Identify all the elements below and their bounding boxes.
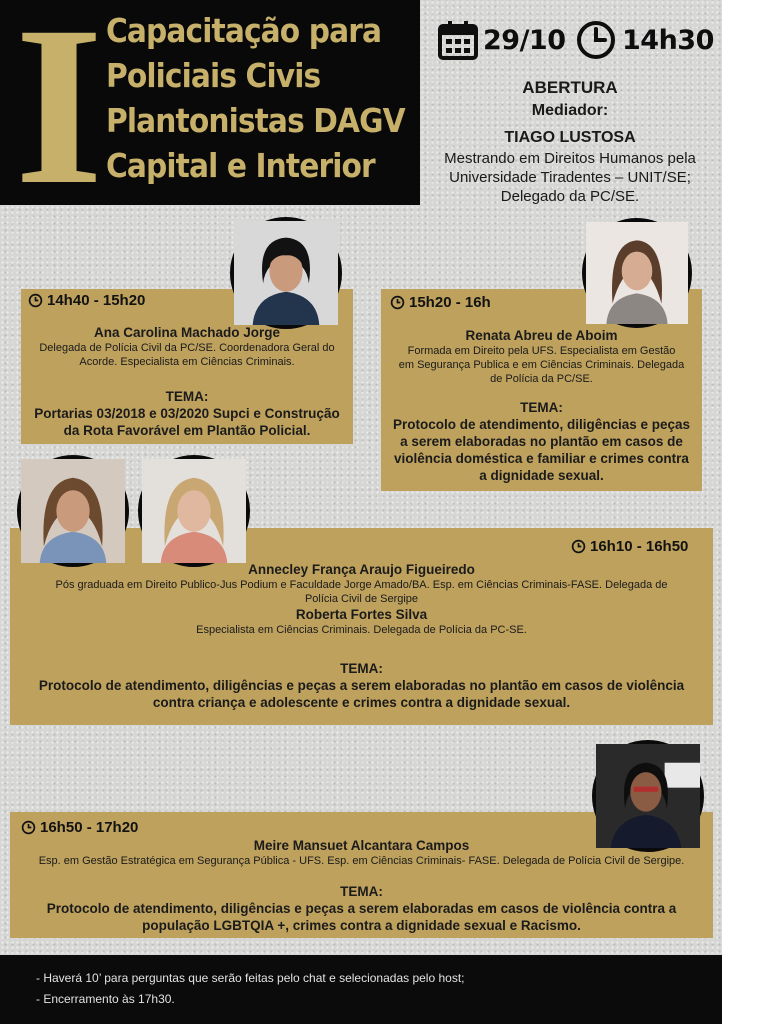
event-title [106, 8, 438, 188]
speaker-name: Meire Mansuet Alcantara Campos [253, 838, 470, 853]
speaker-photo [138, 455, 250, 567]
session-time: 14h40 - 15h20 [28, 292, 145, 309]
tema-line: violência doméstica e familiar e crimes contra [394, 451, 689, 466]
title-line-3: Plantonistas DAGV [106, 101, 405, 140]
opening-label: ABERTURA [522, 78, 618, 97]
title-line-1: Capacitação para [106, 11, 382, 50]
speaker-bio-2: Especialista em Ciências Criminais. Delegada de Polícia da PC-SE. [196, 624, 527, 636]
tema-label: TEMA: [165, 389, 209, 404]
speaker-bio-line: em Segurança Publica e em Ciências Criminais. Delegada [398, 359, 685, 371]
tema-line: Portarias 03/2018 e 03/2020 Supci e Construção [34, 406, 340, 421]
svg-text:I: I [14, 0, 104, 232]
opening-section [425, 78, 715, 206]
tema-label: TEMA: [340, 884, 383, 899]
tema-line: contra criança e adolescente e crimes contra a dignidade sexual. [152, 695, 571, 710]
clock-icon [28, 293, 43, 308]
speaker-bio-line: Acorde. Especialista em Ciências Criminais. [79, 356, 295, 368]
tema-label: TEMA: [520, 400, 563, 415]
mediator-bio-line: Delegado da PC/SE. [500, 188, 640, 205]
title-line-2: Policiais Civis [106, 56, 321, 95]
mediator-bio-line: Universidade Tiradentes – UNIT/SE; [449, 169, 691, 186]
speaker-name-2: Roberta Fortes Silva [295, 607, 428, 622]
date-text: 29/10 [483, 24, 566, 56]
roman-numeral [14, 0, 104, 232]
calendar-icon [437, 19, 479, 61]
time-text: 14h30 [622, 24, 714, 56]
speaker-name: Renata Abreu de Aboim [465, 328, 618, 343]
speaker-bio-line: de Polícia da PC/SE. [490, 373, 593, 385]
title-block [0, 0, 420, 232]
speaker-bio-line: Esp. em Gestão Estratégica em Segurança Pública - UFS. Esp. em Ciências Criminais- FASE. Delegada de Polícia Civil de Sergipe. [38, 855, 685, 867]
clock-icon [571, 539, 586, 554]
session-time: 16h50 - 17h20 [21, 819, 138, 836]
session-time: 15h20 - 16h [390, 294, 491, 311]
session-time: 16h10 - 16h50 [571, 538, 688, 555]
speaker-name: Annecley França Araujo Figueiredo [248, 562, 475, 577]
tema-line: população LGBTQIA +, crimes contra a dignidade sexual e Racismo. [142, 918, 581, 933]
tema-line: a dignidade sexual. [479, 468, 604, 483]
tema-line: Protocolo de atendimento, diligências e peças a serem elaboradas em casos de violência contra a [46, 901, 677, 916]
speaker-photo [592, 740, 704, 852]
speaker-photo [17, 455, 129, 567]
speaker-bio-line: Formada em Direito pela UFS. Especialista em Gestão [407, 345, 676, 357]
clock-icon [21, 820, 36, 835]
footer-note: - Haverá 10’ para perguntas que serão feitas pelo chat e selecionadas pelo host; [36, 971, 465, 985]
event-time [575, 18, 714, 62]
speaker-photo [582, 218, 692, 328]
tema-label: TEMA: [340, 661, 383, 676]
speaker-photo [230, 217, 342, 329]
speaker-bio-line: Polícia Civil de Sergipe [304, 593, 419, 605]
speaker-bio-line: Delegada de Polícia Civil da PC/SE. Coordenadora Geral do [39, 342, 335, 354]
mediator-name: TIAGO LUSTOSA [504, 129, 636, 146]
tema-line: Protocolo de atendimento, diligências e peças a serem elaboradas no plantão em casos de violência [38, 678, 685, 693]
tema-line: Protocolo de atendimento, diligências e peças [392, 417, 691, 432]
mediator-bio-line: Mestrando em Direitos Humanos pela [444, 150, 696, 167]
footer-note: - Encerramento às 17h30. [36, 992, 175, 1006]
event-date [437, 18, 566, 62]
footer-notes [0, 955, 722, 1024]
speaker-name: Ana Carolina Machado Jorge [93, 325, 281, 340]
speaker-bio-line: Pós graduada em Direito Publico-Jus Podium e Faculdade Jorge Amado/BA. Esp. em Ciências Criminais-FASE. Delegada de [55, 579, 668, 591]
tema-line: da Rota Favorável em Plantão Policial. [63, 423, 311, 438]
tema-line: a serem elaboradas no plantão em casos de [400, 434, 683, 449]
title-line-4: Capital e Interior [106, 146, 375, 185]
clock-icon [390, 295, 405, 310]
clock-icon [575, 19, 617, 61]
mediator-label: Mediador: [531, 102, 609, 119]
